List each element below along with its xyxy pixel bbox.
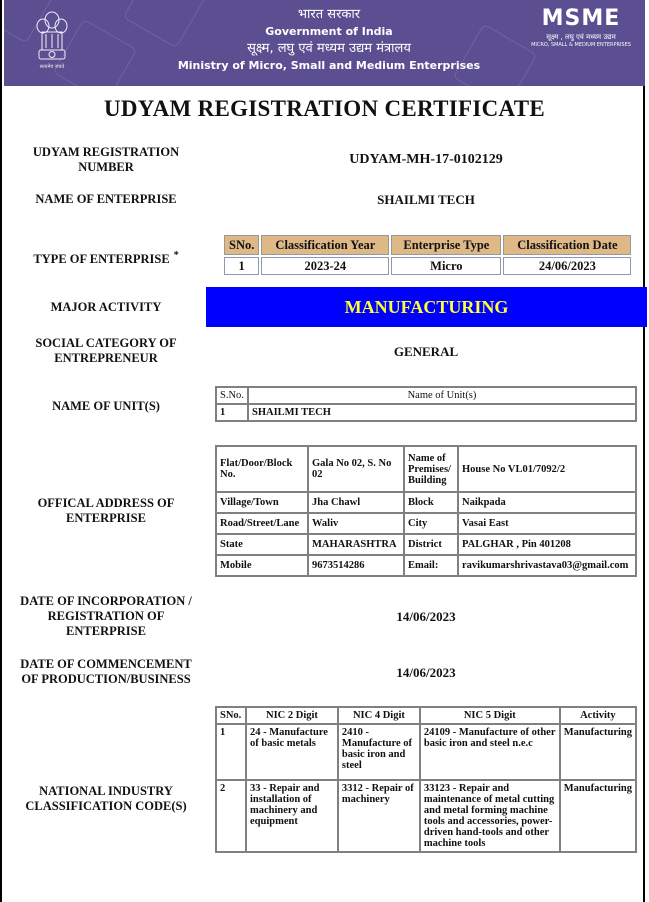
nic4-cell: 3312 - Repair of machinery <box>338 780 420 852</box>
major-activity-value: MANUFACTURING <box>206 287 647 327</box>
col-header: S.No. <box>216 387 248 404</box>
major-activity-label: MAJOR ACTIVITY <box>50 300 162 314</box>
nic5-cell: 33123 - Repair and maintenance of metal cutting and metal forming machine tools and accessories, power-driven hand-tools and other machine tools <box>420 780 560 852</box>
govt-english: Government of India <box>265 25 393 38</box>
commencement-date-label: DATE OF COMMENCEMENT OF PRODUCTION/BUSINESS <box>20 657 192 686</box>
enterprise-type-cell: Micro <box>391 257 501 275</box>
field-label: District <box>404 534 458 555</box>
sno-cell: 1 <box>224 257 259 275</box>
col-header: NIC 2 Digit <box>246 707 338 724</box>
msme-hindi-text: सूक्ष्म , लघु एवं मध्यम उद्यम <box>546 33 616 41</box>
asterisk: * <box>173 250 179 261</box>
table-row <box>216 724 636 780</box>
certificate-title: UDYAM REGISTRATION CERTIFICATE <box>103 96 545 121</box>
sno-cell: 1 <box>216 404 248 421</box>
nic2-cell: 24 - Manufacture of basic metals <box>246 724 338 780</box>
field-label: Email: <box>404 555 458 576</box>
nic5-cell: 24109 - Manufacture of other basic iron and steel n.e.c <box>420 724 560 780</box>
field-label: Village/Town <box>216 492 308 513</box>
activity-cell: Manufacturing <box>560 780 636 852</box>
field-value: Gala No 02, S. No 02 <box>308 446 404 492</box>
col-header: NIC 5 Digit <box>420 707 560 724</box>
col-header: Activity <box>560 707 636 724</box>
col-header: SNo. <box>224 235 259 255</box>
table-row <box>216 780 636 852</box>
incorporation-date-value: 14/06/2023 <box>396 609 456 624</box>
address-label: OFFICAL ADDRESS OF ENTERPRISE <box>37 496 175 525</box>
field-value: MAHARASHTRA <box>308 534 404 555</box>
sno-cell: 2 <box>216 780 246 852</box>
enterprise-name-label: NAME OF ENTERPRISE <box>35 192 177 206</box>
registration-number-label: UDYAM REGISTRATION NUMBER <box>32 145 180 174</box>
field-label: Road/Street/Lane <box>216 513 308 534</box>
ministry-english: Ministry of Micro, Small and Medium Enterprises <box>177 59 481 72</box>
table-row <box>216 534 636 555</box>
field-value: Jha Chawl <box>308 492 404 513</box>
activity-cell: Manufacturing <box>560 724 636 780</box>
field-value: House No VL01/7092/2 <box>458 446 636 492</box>
nic2-cell: 33 - Repair and installation of machinery and equipment <box>246 780 338 852</box>
field-value: Waliv <box>308 513 404 534</box>
col-header: Name of Unit(s) <box>248 387 636 404</box>
units-table <box>215 386 637 422</box>
field-value: 9673514286 <box>308 555 404 576</box>
ministry-hindi: सूक्ष्म, लघु एवं मध्यम उद्यम मंत्रालय <box>247 41 411 56</box>
ministry-title <box>124 6 534 74</box>
classification-year-cell: 2023-24 <box>261 257 389 275</box>
col-header: Classification Date <box>503 235 631 255</box>
field-value: PALGHAR , Pin 401208 <box>458 534 636 555</box>
email-value: ravikumarshrivastava03@gmail.com <box>458 555 636 576</box>
ministry-header <box>4 0 645 86</box>
social-category-label: SOCIAL CATEGORY OF ENTREPRENEUR <box>35 336 177 365</box>
nic-label: NATIONAL INDUSTRY CLASSIFICATION CODE(S) <box>25 784 187 813</box>
address-table <box>215 445 637 577</box>
units-label: NAME OF UNIT(S) <box>52 399 160 413</box>
enterprise-name-value: SHAILMI TECH <box>377 192 475 207</box>
field-label: Mobile <box>216 555 308 576</box>
field-label: Flat/Door/Block No. <box>216 446 308 492</box>
national-emblem-icon <box>32 8 72 68</box>
sno-cell: 1 <box>216 724 246 780</box>
col-header: Enterprise Type <box>391 235 501 255</box>
enterprise-type-label <box>14 248 198 267</box>
emblem-caption: सत्यमेव जयते <box>39 64 65 70</box>
commencement-date-value: 14/06/2023 <box>396 665 456 680</box>
table-row <box>216 555 636 576</box>
govt-hindi: भारत सरकार <box>297 7 361 22</box>
col-header: Classification Year <box>261 235 389 255</box>
enterprise-type-label-text: TYPE OF ENTERPRISE <box>33 252 170 267</box>
msme-logo-text: MSME <box>541 6 621 31</box>
msme-english-text: MICRO, SMALL & MEDIUM ENTERPRISES <box>531 42 631 48</box>
classification-table <box>222 233 633 277</box>
nic4-cell: 2410 - Manufacture of basic iron and steel <box>338 724 420 780</box>
unit-name-cell: SHAILMI TECH <box>248 404 636 421</box>
incorporation-date-label: DATE OF INCORPORATION / REGISTRATION OF ENTERPRISE <box>20 594 192 638</box>
classification-date-cell: 24/06/2023 <box>503 257 631 275</box>
field-label: State <box>216 534 308 555</box>
social-category-value: GENERAL <box>393 344 459 359</box>
field-label: City <box>404 513 458 534</box>
field-label: Name of Premises/ Building <box>404 446 458 492</box>
field-value: Naikpada <box>458 492 636 513</box>
table-row <box>216 404 636 421</box>
col-header: NIC 4 Digit <box>338 707 420 724</box>
field-label: Block <box>404 492 458 513</box>
table-row <box>224 257 631 275</box>
table-row <box>216 446 636 492</box>
nic-table <box>215 706 637 853</box>
msme-logo <box>528 8 634 49</box>
table-row <box>216 492 636 513</box>
registration-number-value: UDYAM-MH-17-0102129 <box>349 152 503 167</box>
field-value: Vasai East <box>458 513 636 534</box>
table-row <box>216 513 636 534</box>
col-header: SNo. <box>216 707 246 724</box>
